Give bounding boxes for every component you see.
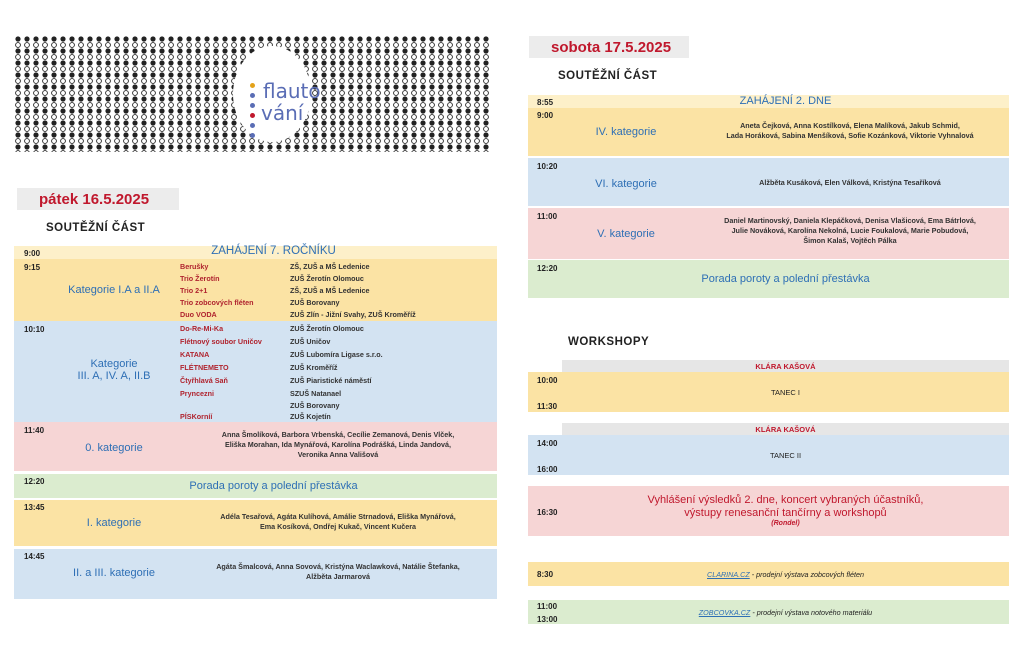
ensemble: Trio 2+1 <box>180 286 208 295</box>
category-label: 0. kategorie <box>85 442 143 454</box>
category-label: VI. kategorie <box>595 178 657 190</box>
school: ZUŠ Uničov <box>290 337 331 346</box>
workshop-leader: KLÁRA KAŠOVÁ <box>755 424 816 434</box>
school: ZUŠ Žerotín Olomouc <box>290 324 364 333</box>
ensemble: Čtyřhlavá Saň <box>180 376 228 385</box>
logo-text-1: flauto <box>263 79 321 103</box>
ensemble: Duo VODA <box>180 310 217 319</box>
school: ZUŠ Zlín - Jižní Svahy, ZUŠ Kroměříž <box>290 310 416 319</box>
day-title-friday: pátek 16.5.2025 <box>17 188 179 210</box>
ensemble: Berušky <box>180 262 209 271</box>
time: 11:00 <box>537 212 558 221</box>
ensemble: FLÉTNEMETO <box>180 363 229 372</box>
opening-label: ZAHÁJENÍ 7. ROČNÍKU <box>211 245 336 257</box>
participants <box>692 216 1008 246</box>
final-line2: výstupy renesanční tančírny a workshopů <box>684 506 887 519</box>
logo-dots-icon <box>250 83 258 143</box>
participants <box>180 430 496 460</box>
ensemble: KATANA <box>180 350 210 359</box>
participants-line: Daniel Martinovský, Daniela Klepáčková, Denisa Vlašicová, Ema Bátrlová, <box>724 216 976 225</box>
category-label: I. kategorie <box>86 517 142 529</box>
participants-line: Agáta Šmalcová, Anna Sovová, Kristýna Waclawková, Natálie Štefanka, <box>216 562 460 571</box>
opening-label: ZAHÁJENÍ 2. DNE <box>739 95 832 107</box>
school: ZUŠ Kroměříž <box>290 363 338 372</box>
school: ZUŠ Kojetín <box>290 412 331 421</box>
time: 10:10 <box>24 325 45 334</box>
exhibit1 <box>562 562 1009 586</box>
workshop-label: TANEC II <box>769 450 802 460</box>
participants <box>692 121 1008 141</box>
time: 9:15 <box>24 263 41 272</box>
time: 13:45 <box>24 503 45 512</box>
participants-line: Alžběta Jarmarová <box>306 572 370 582</box>
logo-text-2: vání <box>261 101 304 125</box>
participants-line: Adéla Tesařová, Agáta Kulíhová, Amálie Strnadová, Eliška Mynářová, <box>220 512 456 521</box>
time: 10:00 <box>537 376 558 385</box>
clarina-link[interactable]: CLARINA.CZ <box>707 569 750 579</box>
category-label: V. kategorie <box>597 228 655 240</box>
participants-line: Eliška Morahan, Ida Mynářová, Karolína Podrášká, Linda Jandová, <box>224 440 452 450</box>
time: 16:00 <box>537 465 558 474</box>
school: ZUŠ Žerotín Olomouc <box>290 274 364 283</box>
workshop-leader: KLÁRA KAŠOVÁ <box>755 361 816 371</box>
workshop-label: TANEC I <box>770 387 801 397</box>
participants-line: Julie Nováková, Karolína Nekolná, Lucie Foukalová, Marie Pobudová, <box>731 226 969 236</box>
participants: Alžběta Kusáková, Elen Válková, Kristýna Tesaříková <box>759 178 941 187</box>
participants-line: Anna Šmolíková, Barbora Vrbenská, Cecílie Zemanová, Denis Vlček, <box>221 430 455 439</box>
final-event <box>562 488 1009 534</box>
category-line1: Kategorie <box>90 358 138 370</box>
ensemble: Flétnový soubor Uničov <box>180 337 262 346</box>
school: ZUŠ Borovany <box>290 401 340 410</box>
section-title-left: SOUTĚŽNÍ ČÁST <box>46 222 146 234</box>
category-label: IV. kategorie <box>595 126 657 138</box>
ensemble: PÍSKorníí <box>180 412 213 421</box>
day-title-saturday: sobota 17.5.2025 <box>529 36 689 58</box>
exhibit2 <box>562 600 1009 624</box>
school: ZŠ, ZUŠ a MŠ Ledenice <box>290 286 370 295</box>
ensemble: Do-Re-Mi-Ka <box>180 324 224 333</box>
participants-line: Ema Kosíková, Ondřej Kukač, Vincent Kučera <box>259 522 417 532</box>
time: 10:20 <box>537 162 558 171</box>
time: 14:45 <box>24 552 45 561</box>
section-title-right: SOUTĚŽNÍ ČÁST <box>558 70 658 82</box>
time: 16:30 <box>537 508 558 517</box>
time: 9:00 <box>537 111 554 120</box>
ensemble: Trio Žerotín <box>180 274 220 283</box>
workshops-title: WORKSHOPY <box>568 336 650 348</box>
time: 12:20 <box>24 477 45 486</box>
exhibit2-text: - prodejní výstava notového materiálu <box>750 607 873 617</box>
break-label: Porada poroty a polední přestávka <box>189 480 358 492</box>
exhibit1-text: - prodejní výstava zobcových fléten <box>749 569 864 579</box>
school: ZUŠ Lubomíra Ligase s.r.o. <box>290 350 383 359</box>
category-label: Kategorie I.A a II.A <box>68 284 160 296</box>
category-line2: III. A, IV. A, II.B <box>77 370 151 382</box>
school: SZUŠ Natanael <box>290 389 342 398</box>
participants-line: Šimon Kalaš, Vojtěch Pálka <box>803 236 897 246</box>
final-line3: (Rondel) <box>771 519 800 527</box>
zobcovka-link[interactable]: ZOBCOVKA.CZ <box>698 607 751 617</box>
ensemble: Trio zobcových fléten <box>180 298 254 307</box>
break-label: Porada poroty a polední přestávka <box>701 273 870 285</box>
time: 12:20 <box>537 264 558 273</box>
school: ZUŠ Borovany <box>290 298 340 307</box>
participants <box>180 512 496 532</box>
participants-line: Aneta Čejková, Anna Kostílková, Elena Malíková, Jakub Schmid, <box>740 121 960 130</box>
participants-line: Lada Horáková, Sabina Menšíková, Sofie Kozánková, Viktorie Vyhnalová <box>726 131 974 141</box>
time: 13:00 <box>537 615 558 624</box>
final-line1: Vyhlášení výsledků 2. dne, koncert vybraných účastníků, <box>647 494 924 507</box>
school: ZUŠ Piaristické náměstí <box>290 376 372 385</box>
time: 8:55 <box>537 98 554 107</box>
school: ZŠ, ZUŠ a MŠ Ledenice <box>290 262 370 271</box>
flautovani-logo <box>14 36 491 152</box>
time: 8:30 <box>537 570 554 579</box>
time: 11:40 <box>24 426 45 435</box>
category-label: II. a III. kategorie <box>73 567 155 579</box>
ensemble: Pryncezni <box>180 389 214 398</box>
participants-line: Veronika Anna Vališová <box>297 450 379 460</box>
time: 11:30 <box>537 402 558 411</box>
time: 11:00 <box>537 602 558 611</box>
participants <box>180 562 496 582</box>
category-label <box>50 340 178 400</box>
time: 9:00 <box>24 249 41 258</box>
time: 14:00 <box>537 439 558 448</box>
